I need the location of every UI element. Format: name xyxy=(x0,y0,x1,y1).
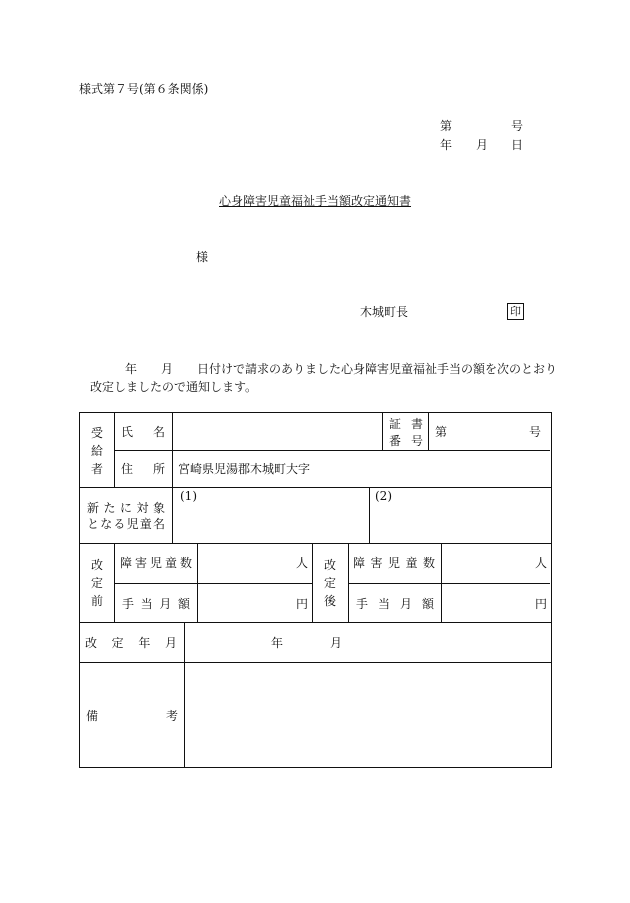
form-number-label: 様式第７号(第６条関係) xyxy=(79,82,209,96)
body-text-line-1: 日付けで請求のありました心身障害児童福祉手当の額を次のとおり xyxy=(197,362,558,376)
certificate-label-line2: 番 号 xyxy=(389,434,423,448)
before-children-count-label: 障 害 児 童 数 xyxy=(120,556,192,570)
remarks-field[interactable] xyxy=(186,664,548,764)
date-year-label: 年 xyxy=(440,138,453,152)
child-field-1[interactable]: (1) xyxy=(180,489,197,503)
revision-date-label: 改 定 年 月 xyxy=(85,636,177,650)
issuer-name: 木城町長 xyxy=(360,305,409,319)
before-allowance-label: 手 当 月 額 xyxy=(122,597,190,611)
recipient-group-label: 受 給 者 xyxy=(90,426,103,476)
after-revision-label: 改 定 後 xyxy=(323,558,336,608)
date-day-label: 日 xyxy=(511,138,524,152)
seal-mark: 印 xyxy=(507,303,524,320)
after-allowance-label: 手 当 月 額 xyxy=(356,597,434,611)
body-text-line-2: 改定しましたので通知します。 xyxy=(90,380,258,394)
after-allowance-unit[interactable]: 円 xyxy=(535,597,548,611)
revision-year-label[interactable]: 年 xyxy=(271,636,284,650)
after-children-count-label: 障 害 児 童 数 xyxy=(353,556,435,570)
before-allowance-unit[interactable]: 円 xyxy=(296,597,309,611)
recipient-honorific: 様 xyxy=(196,250,209,264)
before-children-count-unit[interactable]: 人 xyxy=(296,556,309,570)
new-children-label-line1: 新 た に 対 象 xyxy=(87,501,165,515)
recipient-name-field[interactable] xyxy=(174,418,380,448)
certificate-label-line1: 証 書 xyxy=(389,417,423,431)
body-year-label: 年 xyxy=(125,362,138,376)
new-children-label-line2: と な る 児 童 名 xyxy=(87,517,165,531)
document-number-suffix: 号 xyxy=(511,119,524,133)
name-label: 氏 名 xyxy=(121,425,165,439)
before-revision-label: 改 定 前 xyxy=(90,558,103,608)
revision-month-label[interactable]: 月 xyxy=(330,636,343,650)
after-children-count-unit[interactable]: 人 xyxy=(535,556,548,570)
child-field-2[interactable]: (2) xyxy=(375,489,392,503)
document-title: 心身障害児童福祉手当額改定通知書 xyxy=(219,194,412,208)
body-month-label: 月 xyxy=(161,362,174,376)
document-number-prefix: 第 xyxy=(440,119,453,133)
date-month-label: 月 xyxy=(476,138,489,152)
address-value[interactable]: 宮崎県児湯郡木城町大字 xyxy=(178,462,311,476)
remarks-label: 備 考 xyxy=(86,709,178,723)
address-label: 住 所 xyxy=(121,462,165,476)
certificate-number-field[interactable]: 第 号 xyxy=(435,425,541,439)
